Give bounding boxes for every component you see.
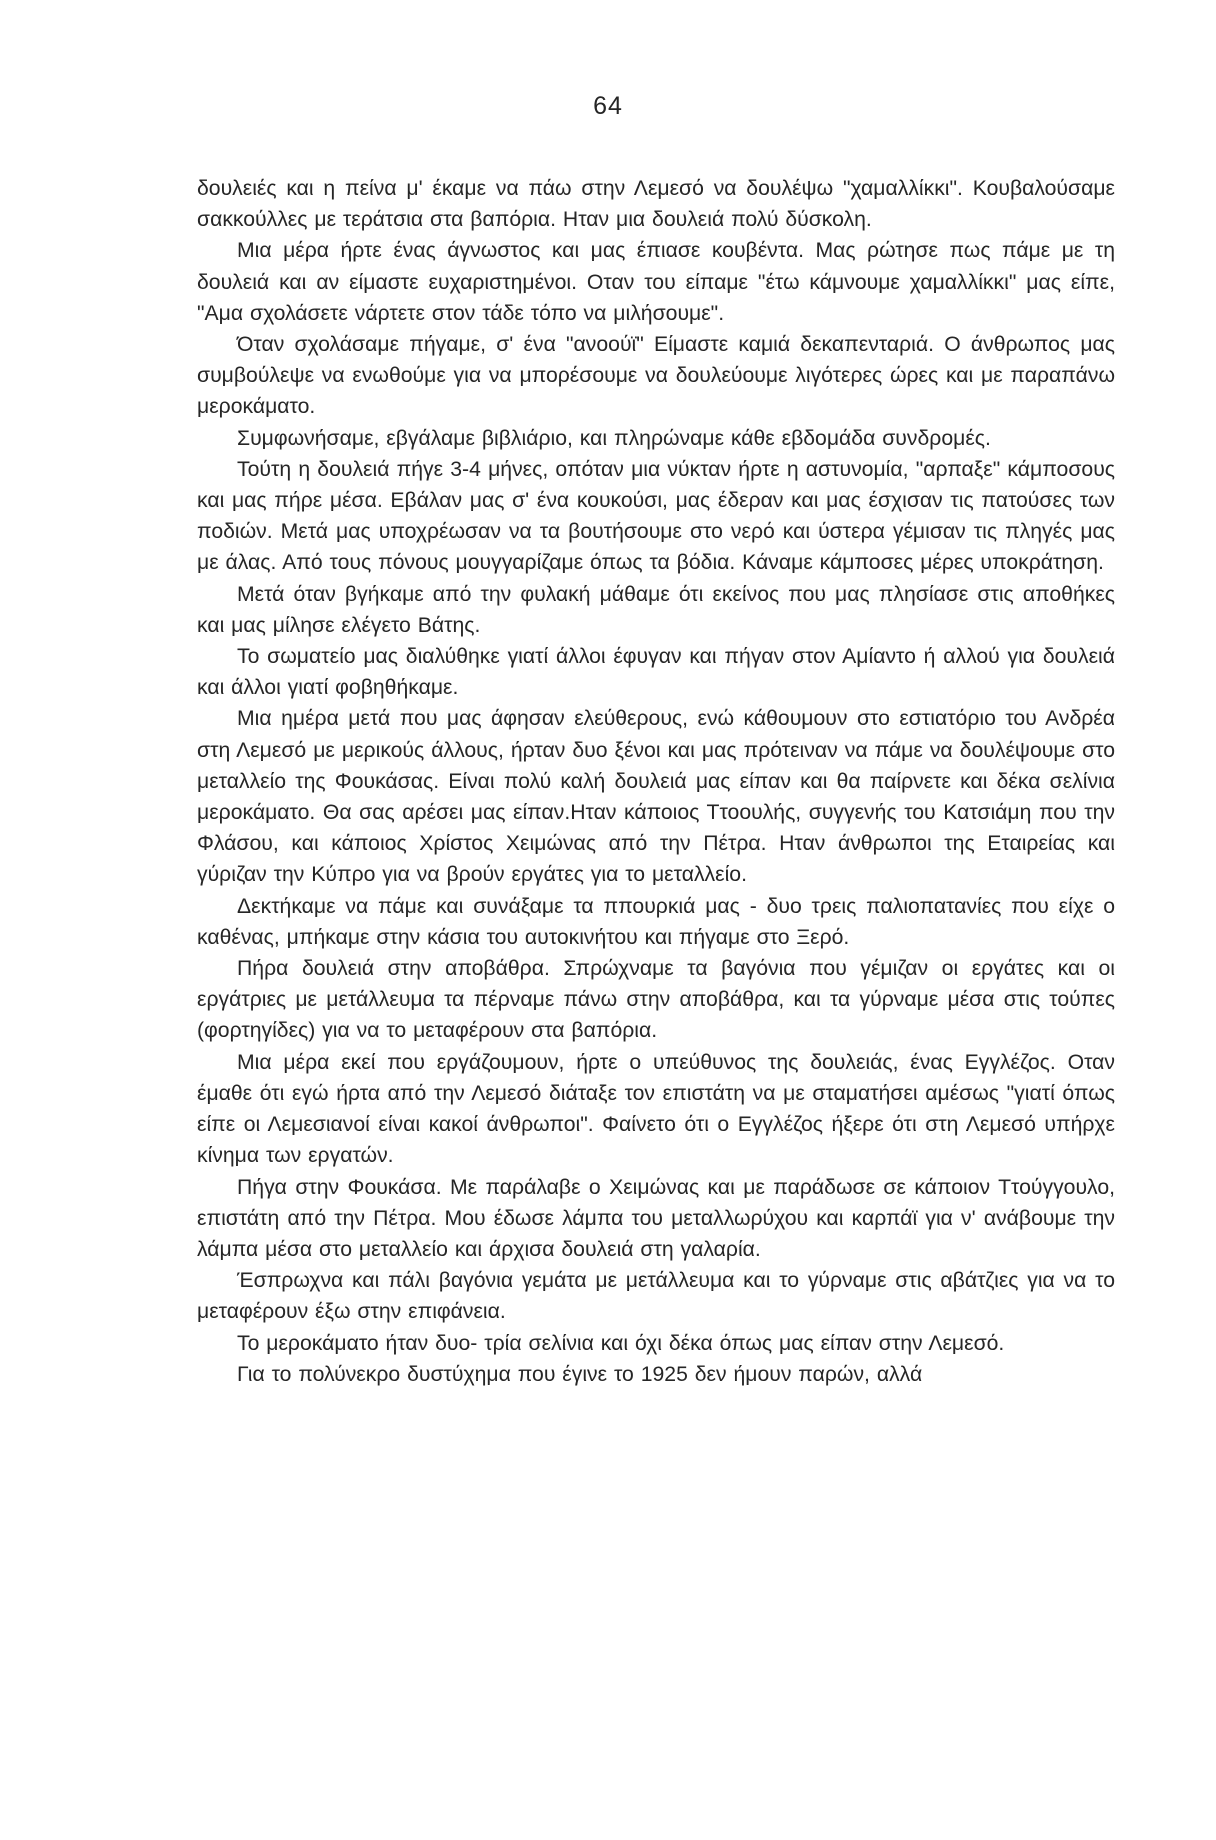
paragraph: Για το πολύνεκρο δυστύχημα που έγινε το 1925 δεν ήμουν παρών, αλλά xyxy=(237,1362,923,1386)
paragraph: Πήρα δουλειά στην αποβάθρα. Σπρώχναμε τα βαγόνια που γέμιζαν οι εργάτες και οι εργάτριες με μετάλλευμα τα πέρναμε πάνω στην αποβάθρα, και τα γύρναμε μέσα στις τούπες (φορτηγίδες) για να το μεταφέρουν στα βαπόρια. xyxy=(197,957,1115,1043)
paragraph: Συμφωνήσαμε, εβγάλαμε βιβλιάριο, και πληρώναμε κάθε εβδομάδα συνδρομές. xyxy=(237,426,991,450)
paragraph: Το σωματείο μας διαλύθηκε γιατί άλλοι έφυγαν και πήγαν στον Αμίαντο ή αλλού για δουλειά και άλλοι γιατί φοβηθήκαμε. xyxy=(197,645,1115,700)
paragraph: Όταν σχολάσαμε πήγαμε, σ' ένα "ανοούϊ" Είμαστε καμιά δεκαπενταριά. Ο άνθρωπος μας συμβούλεψε να ενωθούμε για να μπορέσουμε να δουλεύουμε λιγότερες ώρες και με παραπάνω μεροκάματο. xyxy=(197,333,1115,419)
paragraph: Δεκτήκαμε να πάμε και συνάξαμε τα ππουρκιά μας - δυο τρεις παλιοπατανίες που είχε ο καθένας, μπήκαμε στην κάσια του αυτοκινήτου και πήγαμε στο Ξερό. xyxy=(197,894,1115,949)
paragraph: Τούτη η δουλειά πήγε 3-4 μήνες, οπόταν μια νύκταν ήρτε η αστυνομία, "αρπαξε" κάμποσους και μας πήρε μέσα. Εβάλαν μας σ' ένα κουκούσι, μας έδεραν και μας έσχισαν τις πατούσες των ποδιών. Μετά μας υποχρέωσαν να τα βουτήσουμε στο νερό και ύστερα γέμισαν τις πληγές μας με άλας. Από τους πόνους μουγγαρίζαμε όπως τα βόδια. Κάναμε κάμποσες μέρες υποκράτηση. xyxy=(197,457,1115,575)
paragraph: δουλειές και η πείνα μ' έκαμε να πάω στην Λεμεσό να δουλέψω "χαμαλλίκκι". Κουβαλούσαμε σακκούλλες με τεράτσια στα βαπόρια. Ηταν μια δουλειά πολύ δύσκολη. xyxy=(197,177,1115,232)
paragraph: Μια μέρα εκεί που εργάζουμουν, ήρτε ο υπεύθυνος της δουλειάς, ένας Εγγλέζος. Οταν έμαθε ότι εγώ ήρτα από την Λεμεσό διάταξε τον επιστάτη να με σταματήσει αμέσως "γιατί όπως είπε οι Λεμεσιανοί είναι κακοί άνθρωποι". Φαίνετο ότι ο Εγγλέζος ήξερε ότι στη Λεμεσό υπήρχε κίνημα των εργατών. xyxy=(197,1050,1115,1168)
paragraph: Μια μέρα ήρτε ένας άγνωστος και μας έπιασε κουβέντα. Μας ρώτησε πως πάμε με τη δουλειά και αν είμαστε ευχαριστημένοι. Οταν του είπαμε "έτω κάμνουμε χαμαλλίκκι" μας είπε, "Αμα σχολάσετε νάρτετε στον τάδε τόπο να μιλήσουμε". xyxy=(197,239,1115,325)
paragraph: Πήγα στην Φουκάσα. Με παράλαβε ο Χειμώνας και με παράδωσε σε κάποιον Ττούγγουλο, επιστάτη από την Πέτρα. Μου έδωσε λάμπα του μεταλλωρύχου και καρπάϊ για ν' ανάβουμε την λάμπα μέσα στο μεταλλείο και άρχισα δουλειά στη γαλαρία. xyxy=(197,1175,1115,1261)
paragraph: Το μεροκάματο ήταν δυο- τρία σελίνια και όχι δέκα όπως μας είπαν στην Λεμεσό. xyxy=(237,1331,1005,1355)
paragraph: Μια ημέρα μετά που μας άφησαν ελεύθερους, ενώ κάθουμουν στο εστιατόριο του Ανδρέα στη Λεμεσό με μερικούς άλλους, ήρταν δυο ξένοι και μας πρότειναν να πάμε να δουλέψουμε στο μεταλλείο της Φουκάσας. Είναι πολύ καλή δουλειά μας είπαν και θα παίρνετε και δέκα σελίνια μεροκάματο. Θα σας αρέσει μας είπαν.Ηταν κάποιος Ττοουλής, συγγενής του Κατσιάμη που την Φλάσου, και κάποιος Χρίστος Χειμώνας από την Πέτρα. Ηταν άνθρωποι της Εταιρείας και γύριζαν την Κύπρο για να βρούν εργάτες για το μεταλλείο. xyxy=(197,707,1115,887)
page-number: 64 xyxy=(593,92,623,120)
paragraph: Έσπρωχνα και πάλι βαγόνια γεμάτα με μετάλλευμα και το γύρναμε στις αβάτζιες για να το μεταφέρουν έξω στην επιφάνεια. xyxy=(197,1269,1115,1324)
paragraph: Μετά όταν βγήκαμε από την φυλακή μάθαμε ότι εκείνος που μας πλησίασε στις αποθήκες και μας μίλησε ελέγετο Βάτης. xyxy=(197,582,1115,637)
body-text xyxy=(197,173,1115,1390)
